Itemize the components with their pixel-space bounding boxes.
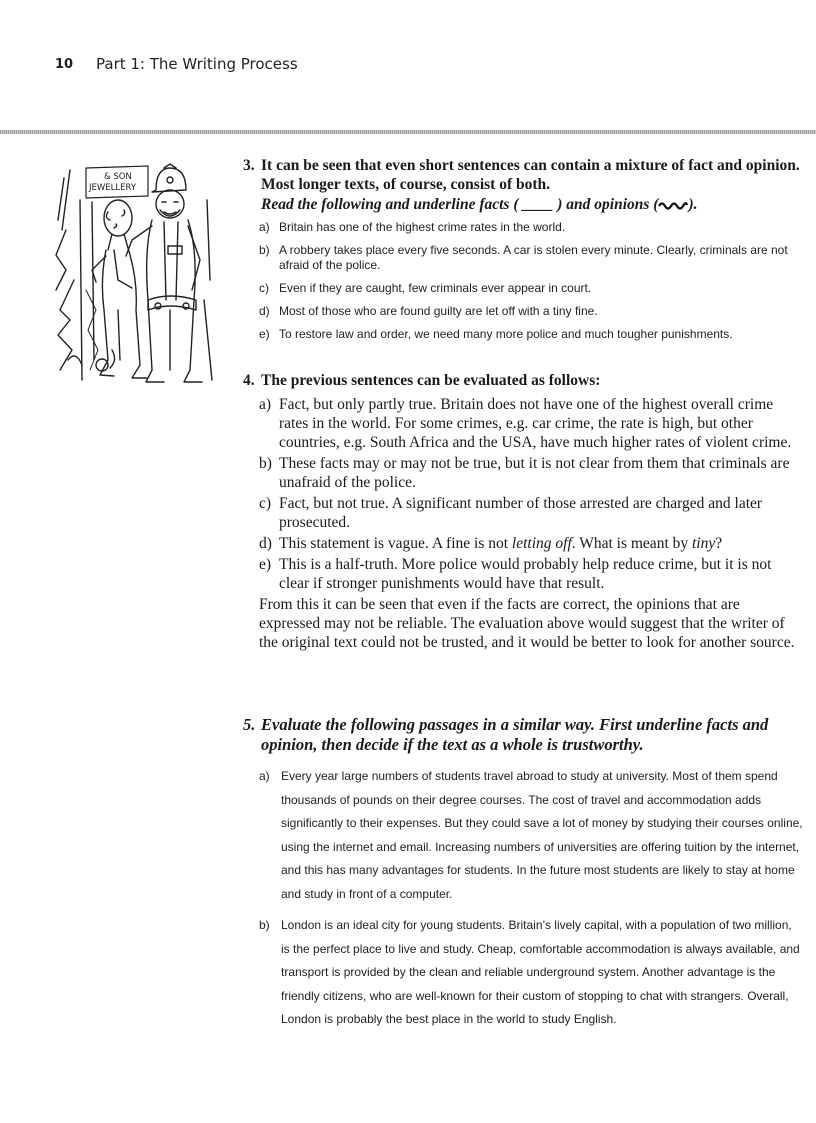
question-3 bbox=[243, 156, 803, 350]
question-4-heading-text: The previous sentences can be evaluated as follows: bbox=[261, 372, 601, 389]
instruction-part-b: ) and opinions ( bbox=[553, 196, 659, 213]
list-item: b) A robbery takes place every five seconds. A car is stolen every minute. Clearly, criminals are not afraid of the police. bbox=[259, 243, 788, 272]
question-5 bbox=[243, 715, 803, 1040]
list-item: e) To restore law and order, we need many more police and much tougher punishments. bbox=[259, 327, 733, 341]
list-item: d) This statement is vague. A fine is not letting off. What is meant by tiny? bbox=[259, 535, 723, 552]
instruction-part-c: ). bbox=[688, 196, 698, 213]
list-item: c) Even if they are caught, few criminals ever appear in court. bbox=[259, 281, 592, 295]
question-4-list bbox=[243, 395, 803, 593]
cartoon-illustration bbox=[52, 160, 217, 385]
list-item: c) Fact, but not true. A significant number of those arrested are charged and later prosecuted. bbox=[259, 495, 763, 531]
list-item: e) This is a half-truth. More police would probably help reduce crime, but it is not clear if stronger punishments would have that result. bbox=[259, 556, 772, 592]
question-3-instruction bbox=[243, 195, 803, 214]
instruction-blank: ____ bbox=[522, 196, 554, 213]
list-item: d) Most of those who are found guilty are let off with a tiny fine. bbox=[259, 304, 598, 318]
question-4-number: 4. bbox=[243, 372, 255, 389]
question-4 bbox=[243, 371, 803, 652]
question-5-number: 5. bbox=[243, 715, 256, 734]
question-5-heading-text: Evaluate the following passages in a similar way. First underline facts and opinion, then decide if the text as a whole is trustworthy. bbox=[261, 715, 769, 754]
wavy-underline-icon bbox=[658, 200, 688, 210]
list-item: a) Britain has one of the highest crime rates in the world. bbox=[259, 220, 566, 234]
sign-text-son: & SON bbox=[104, 172, 132, 182]
list-item: a) Every year large numbers of students travel abroad to study at university. Most of them spend thousands of pounds on their degree courses. The cost of travel and accommodation adds significantly to their expenses. But they could save a lot of money by studying their courses online, using the internet and email. Increasing numbers of universities are offering tuition by the internet, and this has many advantages for students. In the future most students are likely to stay at home and study in front of a computer. bbox=[259, 769, 803, 901]
running-head: Part 1: The Writing Process bbox=[96, 55, 298, 73]
emphasis: tiny bbox=[692, 535, 716, 552]
list-item: a) Fact, but only partly true. Britain does not have one of the highest overall crime rates in the world. For some crimes, e.g. car crime, the rate is high, but other countries, e.g. South Africa and the USA, have much higher rates of violent crime. bbox=[259, 396, 792, 451]
question-5-list bbox=[243, 765, 803, 1032]
question-3-heading bbox=[243, 156, 803, 194]
instruction-part-a: Read the following and underline facts ( bbox=[261, 196, 523, 213]
question-5-heading bbox=[243, 715, 803, 755]
list-item: b) London is an ideal city for young students. Britain’s lively capital, with a population of two million, is the perfect place to live and study. Cheap, comfortable accommodation is always available, and transport is provided by the clean and reliable underground system. Another advantage is the friendly citizens, who are well-known for their custom of stopping to chat with strangers. Overall, London is probably the best place in the world to study English. bbox=[259, 918, 800, 1026]
header-rule bbox=[0, 130, 816, 134]
page-number: 10 bbox=[55, 57, 74, 72]
emphasis: letting off bbox=[511, 535, 572, 552]
list-item: b) These facts may or may not be true, but it is not clear from them that criminals are unafraid of the police. bbox=[259, 455, 790, 491]
question-4-heading bbox=[243, 371, 803, 390]
question-3-heading-text: It can be seen that even short sentences can contain a mixture of fact and opinion. Most longer texts, of course, consist of both. bbox=[261, 157, 800, 193]
question-4-conclusion: From this it can be seen that even if the facts are correct, the opinions that are expressed may not be reliable. The evaluation above would suggest that the writer of the original text could not be trusted, and it would be better to look for another source. bbox=[259, 596, 795, 651]
question-3-list bbox=[243, 220, 803, 342]
question-3-number: 3. bbox=[243, 157, 255, 174]
sign-text-jewellery: JEWELLERY bbox=[89, 183, 137, 193]
